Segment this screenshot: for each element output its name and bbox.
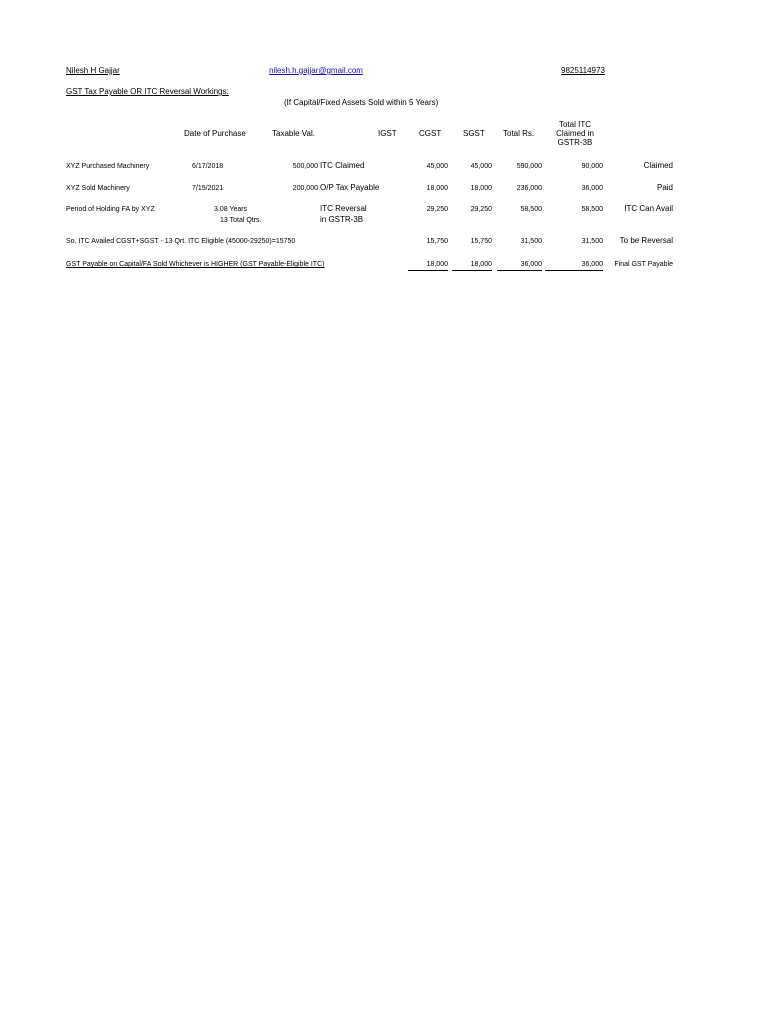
row3-total: 58,500 <box>520 206 542 213</box>
row1-itc: 90,000 <box>581 163 603 170</box>
contact-email-link[interactable]: nilesh.h.gajjar@gmail.com <box>269 66 363 75</box>
row3-status: ITC Can Avail <box>624 204 673 213</box>
row4-total: 31,500 <box>520 238 542 245</box>
final-label: GST Payable on Capital/FA Sold Whichever is HIGHER (GST Payable-Eligible ITC) <box>66 261 325 268</box>
row3-label: Period of Holding FA by XYZ <box>66 206 155 213</box>
row3-note: ITC Reversal <box>320 204 367 213</box>
row3-holding-quarters: 13 Total Qtrs. <box>220 217 262 224</box>
row2-date: 7/15/2021 <box>192 185 224 192</box>
row2-note: O/P Tax Payable <box>320 183 380 192</box>
row2-taxable: 200,000 <box>292 185 318 192</box>
row2-cgst: 18,000 <box>426 185 448 192</box>
row1-sgst: 45,000 <box>470 163 492 170</box>
row1-date: 6/17/2018 <box>192 163 224 170</box>
row2-sgst: 18,000 <box>470 185 492 192</box>
header-cgst: CGST <box>419 129 442 138</box>
header-itc-line1: Total ITC <box>558 120 591 129</box>
row1-cgst: 45,000 <box>426 163 448 170</box>
row4-status: To be Reversal <box>619 236 673 245</box>
row1-label: XYZ Purchased Machinery <box>66 163 150 170</box>
header-date-of-purchase: Date of Purchase <box>184 129 246 138</box>
row3-sgst: 29,250 <box>470 206 492 213</box>
document-title: GST Tax Payable OR ITC Reversal Workings: <box>66 87 229 96</box>
row2-itc: 36,000 <box>581 185 603 192</box>
final-status: Final GST Payable <box>614 261 673 268</box>
header-sgst: SGST <box>463 129 485 138</box>
row2-status: Paid <box>656 183 673 192</box>
row4-cgst: 15,750 <box>426 238 448 245</box>
row2-label: XYZ Sold Machinery <box>66 185 130 192</box>
row3-itc: 58,500 <box>581 206 603 213</box>
row1-note: ITC Claimed <box>320 161 365 170</box>
header-itc-line2: Claimed in <box>556 129 594 138</box>
header-igst: IGST <box>378 129 397 138</box>
document-subtitle: (If Capital/Fixed Assets Sold within 5 Years) <box>284 98 439 107</box>
contact-phone: 9825114973 <box>561 66 605 75</box>
final-itc: 36,000 <box>545 260 603 271</box>
row4-itc: 31,500 <box>581 238 603 245</box>
row2-total: 236,000 <box>516 185 542 192</box>
row3-cgst: 29,250 <box>426 206 448 213</box>
final-sgst: 18,000 <box>452 260 492 271</box>
row1-total: 590,000 <box>516 163 542 170</box>
row4-label: So, ITC Availed CGST+SGST - 13 Qrt. ITC Eligible (45000-29250)=15750 <box>66 238 296 245</box>
header-itc-line3: GSTR-3B <box>557 138 593 147</box>
row4-sgst: 15,750 <box>470 238 492 245</box>
header-total: Total Rs. <box>503 129 535 138</box>
final-cgst: 18,000 <box>408 260 448 271</box>
contact-name: Nilesh H Gajjar <box>66 66 120 75</box>
header-taxable-value: Taxable Val. <box>272 129 315 138</box>
row3-note-line2: in GSTR-3B <box>320 215 364 224</box>
row1-taxable: 500,000 <box>292 163 318 170</box>
final-total: 36,000 <box>497 260 542 271</box>
row3-holding-years: 3.08 Years <box>214 206 248 213</box>
row1-status: Claimed <box>643 161 673 170</box>
